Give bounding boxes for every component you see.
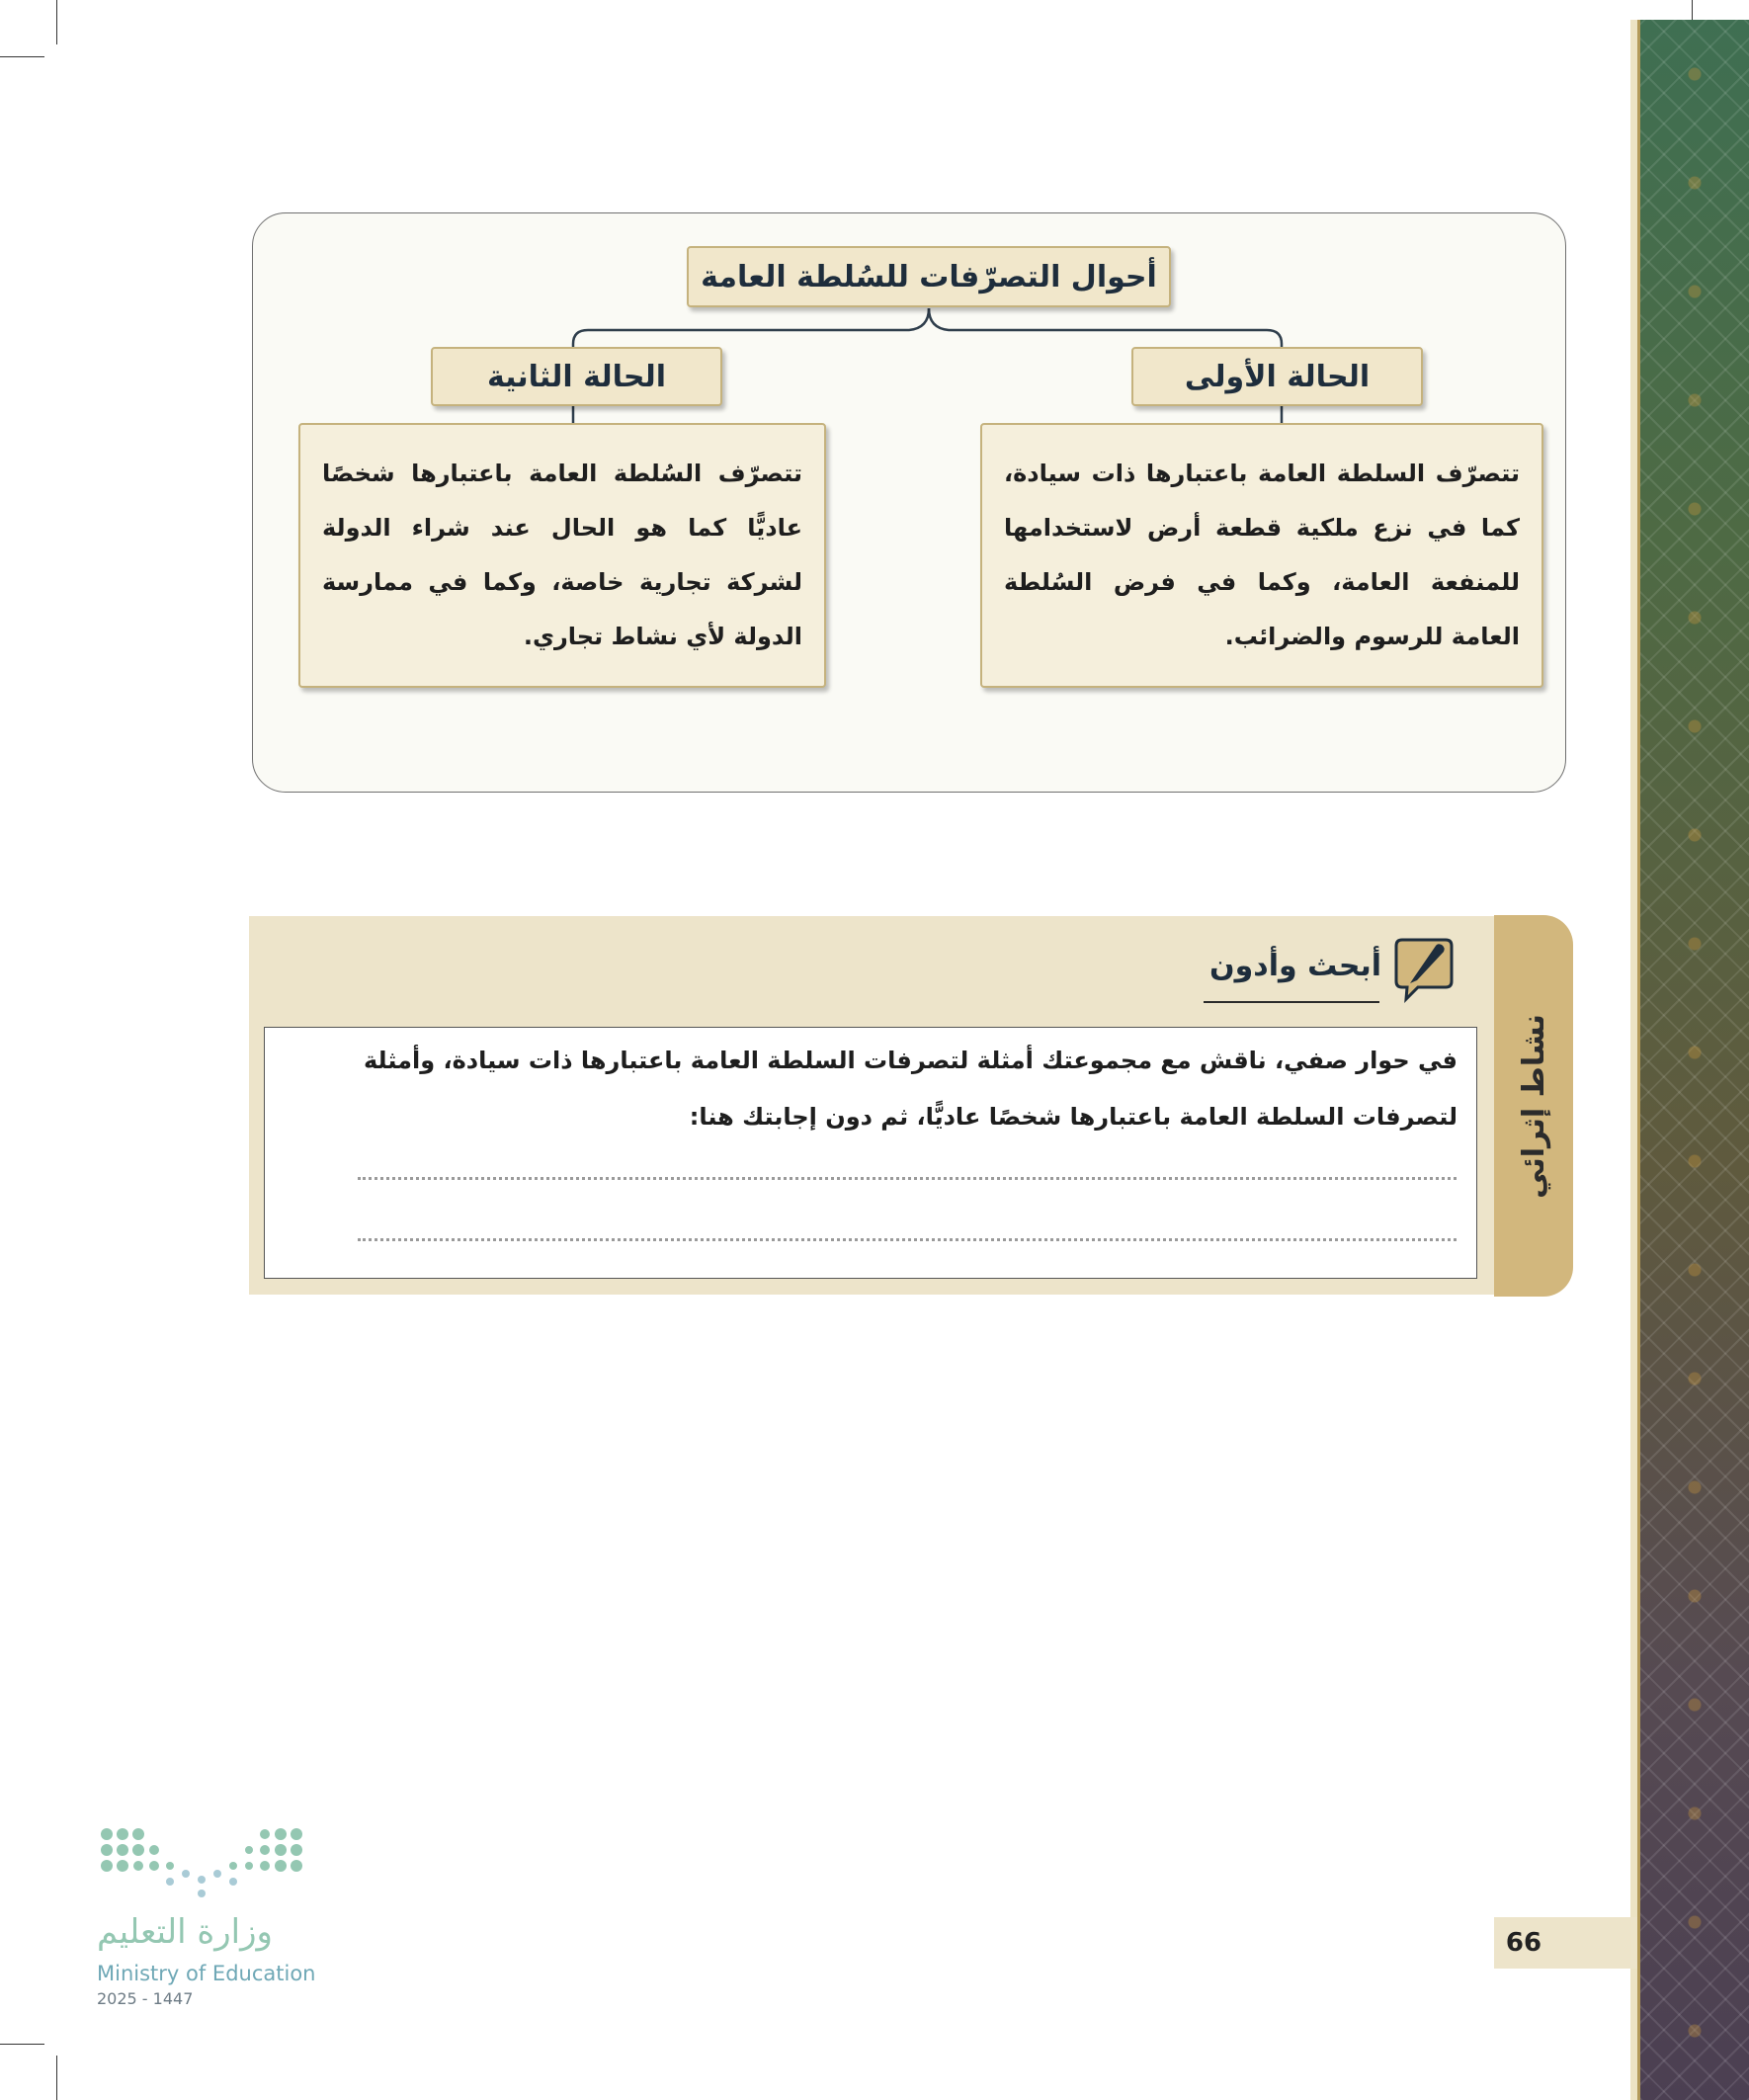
ministry-name-en: Ministry of Education bbox=[97, 1962, 316, 1985]
case-second-description: تتصرّف السُلطة العامة باعتبارها شخصًا عاديًّا كما هو الحال عند شراء الدولة لشركة تجارية خاصة، وكما في ممارسة الدولة لأي نشاط تجاري. bbox=[298, 423, 826, 688]
pen-note-icon bbox=[1388, 934, 1458, 1003]
activity-title: أبحث وأدون bbox=[1209, 949, 1381, 983]
ministry-logo-dots bbox=[97, 1824, 314, 1903]
case-first-label: الحالة الأولى bbox=[1131, 347, 1423, 406]
page-number: 66 bbox=[1505, 1928, 1542, 1958]
case-first-description: تتصرّف السلطة العامة باعتبارها ذات سيادة، كما في نزع ملكية قطعة أرض لاستخدامها للمنفعة العامة، وكما في فرض السُلطة العامة للرسوم والضرائب. bbox=[980, 423, 1543, 688]
crop-mark bbox=[56, 2056, 57, 2100]
activity-tab-label-wrap bbox=[1494, 915, 1573, 1297]
crop-mark bbox=[0, 2044, 44, 2045]
case-second-label: الحالة الثانية bbox=[431, 347, 722, 406]
ministry-name-ar: وزارة التعليم bbox=[97, 1912, 273, 1952]
diagram-title: أحوال التصرّفات للسُلطة العامة bbox=[687, 246, 1171, 307]
activity-prompt: في حوار صفي، ناقش مع مجموعتك أمثلة لتصرفات السلطة العامة باعتبارها ذات سيادة، وأمثلة لتصرفات السلطة العامة باعتبارها شخصًا عاديًّا، ثم دون إجابتك هنا: bbox=[364, 1047, 1458, 1131]
ministry-year: 2025 - 1447 bbox=[97, 1989, 194, 2008]
activity-title-underline bbox=[1204, 1001, 1379, 1003]
activity-tab-label: نشاط إثرائي bbox=[1516, 1013, 1551, 1199]
answer-line-1[interactable] bbox=[358, 1177, 1457, 1180]
answer-line-2[interactable] bbox=[358, 1238, 1457, 1241]
